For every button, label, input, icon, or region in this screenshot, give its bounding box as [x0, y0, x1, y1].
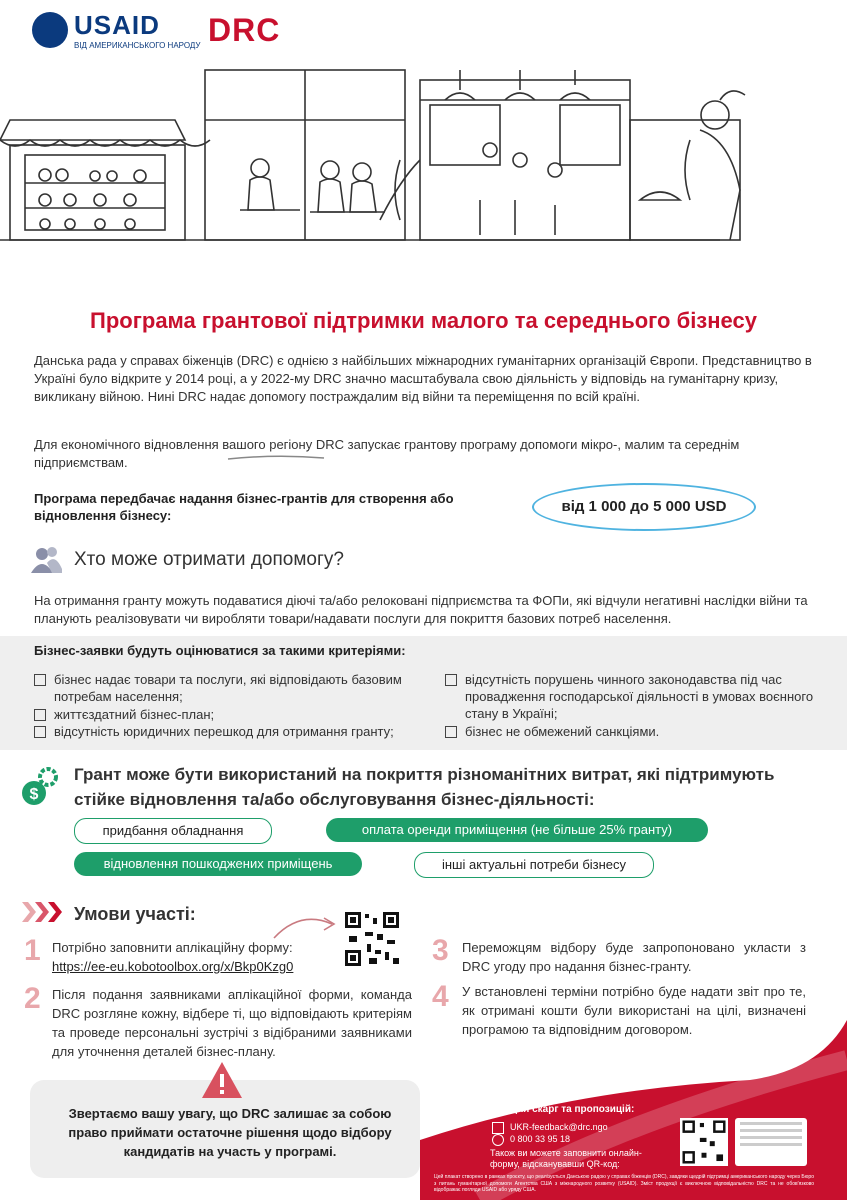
criteria-item: бізнес не обмежений санкціями. — [445, 723, 815, 740]
step-1-text: Потрібно заповнити аплікаційну форму: — [52, 940, 293, 955]
arrow-icon — [270, 910, 340, 942]
svg-text:$: $ — [29, 786, 39, 803]
who-section-title: Хто може отримати допомогу? — [74, 549, 344, 570]
footer-qr-note: Також ви можете заповнити онлайн-форму, відсканувавши QR-код: — [490, 1148, 642, 1169]
qr-code-icon[interactable] — [343, 910, 401, 968]
criteria-title: Бізнес-заявки будуть оцінюватися за такими критеріями: — [34, 643, 406, 658]
usage-pill-rent: оплата оренди приміщення (не більше 25% гранту) — [326, 818, 708, 842]
checkbox-icon — [34, 674, 46, 686]
step-number: 2 — [24, 982, 41, 1015]
usage-pill-equipment: придбання обладнання — [74, 818, 272, 844]
phone-icon — [492, 1134, 504, 1146]
usage-pill-repair: відновлення пошкоджених приміщень — [74, 852, 362, 876]
step-2-text: Після подання заявниками аплікаційної форми, команда DRC розгляне кожну, відбере ті, що відповідають критеріям та проведе персональні зустрічі з відібраними заявниками для уточнення деталей бізнес-плану. — [52, 987, 412, 1059]
step-number: 4 — [432, 980, 449, 1013]
page-title: Програма грантової підтримки малого та середнього бізнесу — [90, 308, 757, 333]
usage-title: Грант може бути використаний на покриття різноманітних витрат, які підтримують стійке відновлення та/або обслуговування бізнес-діяльності: — [74, 765, 775, 809]
footer-email[interactable]: UKR-feedback@drc.ngo — [510, 1122, 608, 1132]
intro-paragraph-2: Для економічного відновлення вашого регіону DRC запускає грантову програму допомоги мікро-, малим та середнім підприємствам. — [34, 437, 740, 470]
checkbox-icon — [34, 709, 46, 721]
who-description: На отримання гранту можуть подаватися діючі та/або релоковані підприємства та ФОПи, які відчули негативні наслідки війни та планують реалізовувати чи виробляти товари/надавати послуги для покриття базових потреб населення. — [34, 593, 808, 626]
footer-phone[interactable]: 0 800 33 95 18 — [510, 1134, 571, 1144]
warning-icon — [200, 1060, 244, 1100]
criteria-item: відсутність порушень чинного законодавства під час провадження господарської діяльності в умовах воєнного стану в Україні; — [445, 671, 815, 722]
envelope-icon — [492, 1122, 504, 1134]
usaid-logo: USAID — [74, 10, 160, 40]
conditions-title: Умови участі: — [74, 904, 196, 924]
usage-pill-other: інші актуальні потреби бізнесу — [414, 852, 654, 878]
grant-description: Програма передбачає надання бізнес-грантів для створення або відновлення бізнесу: — [34, 491, 454, 523]
checkbox-icon — [445, 726, 457, 738]
footer-disclaimer: Цей плакат створено в рамках проєкту, що реалізується Данською радою у справах біженців (DRC), завдяки щедрій підтримці американського народу через Бюро з питань гуманітарної допомоги Агентства США з міжнародного розвитку (USAID). Зміст продукції є виключною відповідальністю DRC та не обов'язково відображає погляди USAID або уряду США. — [434, 1174, 814, 1193]
step-4-text: У встановлені терміни потрібно буде надати звіт про те, як отримані кошти були використані на цілі, визначені програмою та відповідним договором. — [462, 984, 806, 1037]
footer-title: Для скарг та пропозицій: — [510, 1104, 635, 1115]
people-icon — [30, 545, 62, 575]
step-3-text: Переможцям відбору буде запропоновано укласти з DRC угоду про надання бізнес-гранту. — [462, 940, 806, 974]
step-number: 1 — [24, 934, 41, 967]
drc-logo: DRC — [208, 12, 281, 48]
intro-paragraph-1: Данська рада у справах біженців (DRC) є однією з найбільших міжнародних гуманітарних організацій Європи. Представництво в Україні було відкрите у 2014 році, а у 2022-му DRC значно масштабувала свою діяльність у відповідь на гуманітарну кризу, викликану війною. Нині DRC надає допомогу постраждалим від війни та переміщення по всій країні. — [34, 353, 812, 404]
checkbox-icon — [445, 674, 457, 686]
application-form-link[interactable]: https://ee-eu.kobotoolbox.org/x/Bkp0Kzg0 — [52, 959, 294, 974]
notice-text: Звертаємо вашу увагу, що DRC залишає за собою право приймати остаточне рішення щодо відбору кандидатів на участь у програмі. — [68, 1106, 392, 1159]
qr-info-card — [735, 1118, 807, 1166]
criteria-item: бізнес надає товари та послуги, які відповідають базовим потребам населення; — [34, 671, 434, 705]
feedback-qr-code-icon[interactable] — [680, 1118, 728, 1166]
grant-range-badge: від 1 000 до 5 000 USD — [532, 483, 756, 531]
criteria-item: життєздатний бізнес-план; — [34, 706, 434, 723]
step-number: 3 — [432, 934, 449, 967]
usaid-seal-icon — [32, 12, 68, 48]
criteria-item: відсутність юридичних перешкод для отримання гранту; — [34, 723, 434, 740]
underline-swoosh-icon — [226, 454, 326, 462]
usaid-subtitle: ВІД АМЕРИКАНСЬКОГО НАРОДУ — [74, 41, 201, 50]
chevrons-icon — [20, 900, 66, 924]
gears-money-icon — [20, 765, 62, 807]
checkbox-icon — [34, 726, 46, 738]
cafe-bakery-illustration — [0, 60, 847, 290]
